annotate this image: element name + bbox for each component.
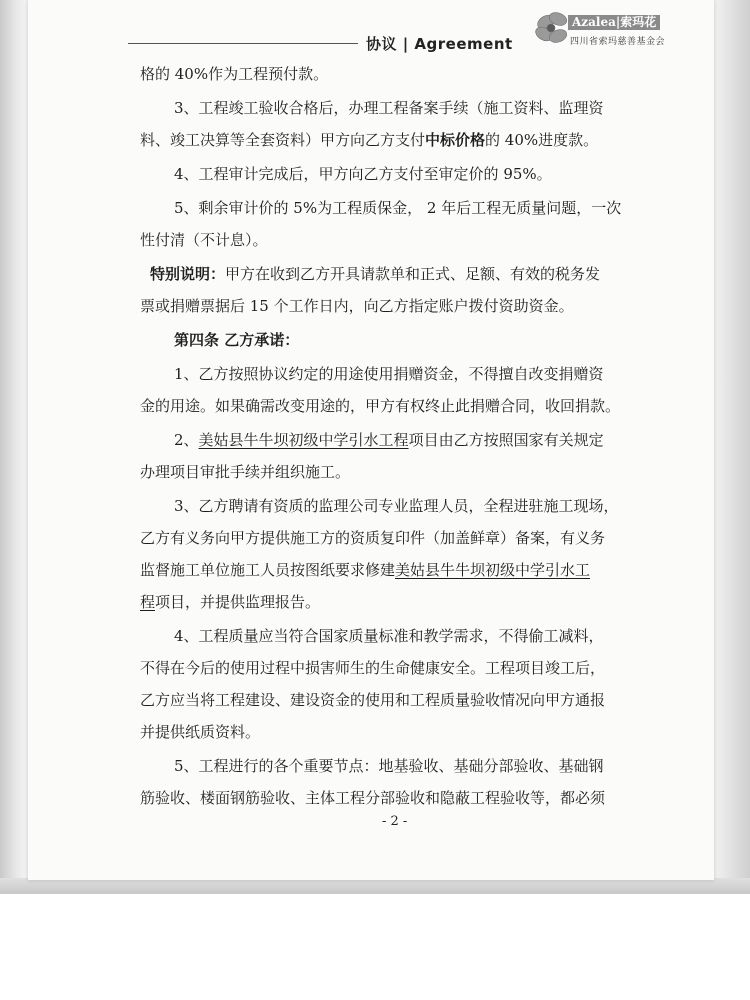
text-line bbox=[140, 560, 590, 580]
text-span: 项目，并提供监理报告。 bbox=[155, 593, 321, 611]
text-line: 5、剩余审计价的 5%为工程质保金， 2 年后工程无质量问题，一次 bbox=[174, 199, 622, 217]
text-line: 不得在今后的使用过程中损害师生的生命健康安全。工程项目竣工后， bbox=[140, 659, 606, 677]
text-span: 料、竣工决算等全套资料）甲方向乙方支付 bbox=[140, 131, 426, 149]
scan-edge-bottom bbox=[0, 878, 750, 894]
special-note-label: 特别说明： bbox=[150, 265, 226, 283]
text-line: 1、乙方按照协议约定的用途使用捐赠资金，不得擅自改变捐赠资 bbox=[174, 365, 604, 383]
foundation-logo bbox=[534, 10, 684, 48]
text-line: 5、工程进行的各个重要节点：地基验收、基础分部验收、基础钢 bbox=[174, 757, 604, 775]
text-line: 3、工程竣工验收合格后，办理工程备案手续（施工资料、监理资 bbox=[174, 99, 604, 117]
text-line: 3、乙方聘请有资质的监理公司专业监理人员，全程进驻施工现场， bbox=[174, 497, 619, 515]
text-line bbox=[174, 430, 604, 450]
bold-term: 中标价格 bbox=[425, 131, 486, 149]
text-line: 票或捐赠票据后 15 个工作日内，向乙方指定账户拨付资助资金。 bbox=[140, 297, 574, 315]
project-name-underlined: 程 bbox=[140, 593, 156, 611]
project-name-underlined: 美姑县牛牛坝初级中学引水工程 bbox=[198, 431, 409, 449]
text-line bbox=[140, 592, 320, 612]
logo-text-top: Azalea|索玛花 bbox=[568, 15, 660, 30]
text-span: 甲方在收到乙方开具请款单和正式、足额、有效的税务发 bbox=[225, 265, 601, 283]
text-line: 4、工程审计完成后，甲方向乙方支付至审定价的 95%。 bbox=[174, 165, 552, 183]
scan-edge-left bbox=[0, 0, 28, 890]
text-span: 监督施工单位施工人员按图纸要求修建 bbox=[140, 561, 396, 579]
text-line bbox=[150, 264, 600, 284]
text-line: 性付清（不计息）。 bbox=[140, 231, 268, 249]
text-line: 并提供纸质资料。 bbox=[140, 723, 261, 741]
page-number: - 2 - bbox=[382, 814, 408, 829]
scan-edge-right bbox=[714, 0, 750, 890]
text-span: 项目由乙方按照国家有关规定 bbox=[408, 431, 604, 449]
text-line: 4、工程质量应当符合国家质量标准和教学需求，不得偷工减料， bbox=[174, 627, 604, 645]
text-line: 乙方有义务向甲方提供施工方的资质复印件（加盖鲜章）备案，有义务 bbox=[140, 529, 606, 547]
text-span: 的 40%进度款。 bbox=[485, 131, 599, 149]
text-line: 金的用途。如果确需改变用途的，甲方有权终止此捐赠合同，收回捐款。 bbox=[140, 397, 621, 415]
text-line: 乙方应当将工程建设、建设资金的使用和工程质量验收情况向甲方通报 bbox=[140, 691, 606, 709]
text-span: 2、 bbox=[174, 431, 199, 449]
section-heading: 第四条 乙方承诺： bbox=[174, 331, 300, 349]
project-name-underlined: 美姑县牛牛坝初级中学引水工 bbox=[395, 561, 591, 579]
logo-text-bottom: 四川省索玛慈善基金会 bbox=[570, 37, 666, 47]
text-line bbox=[140, 130, 598, 150]
text-line: 格的 40%作为工程预付款。 bbox=[140, 65, 329, 83]
text-line: 办理项目审批手续并组织施工。 bbox=[140, 463, 351, 481]
header-title: 协议 | Agreement bbox=[358, 33, 521, 54]
text-line: 筋验收、楼面钢筋验收、主体工程分部验收和隐蔽工程验收等，都必须 bbox=[140, 789, 606, 807]
